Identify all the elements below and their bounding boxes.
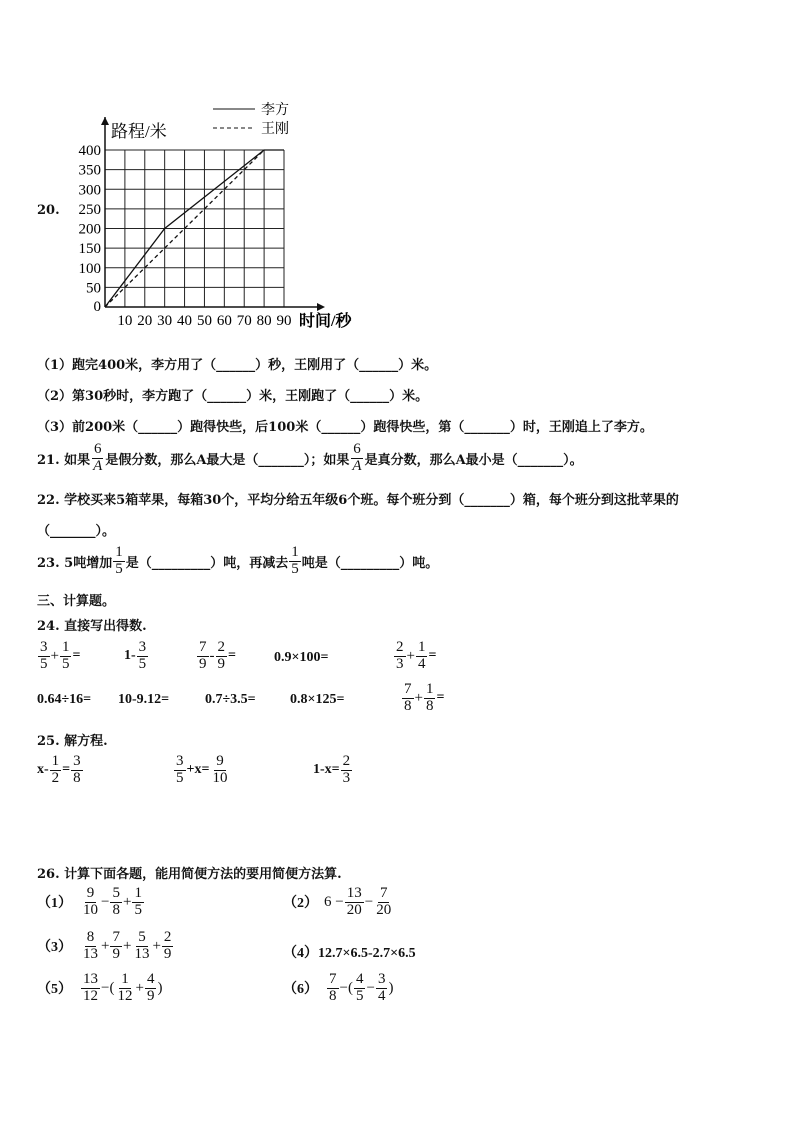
y-tick-label: 200 bbox=[78, 221, 101, 238]
x-tick-label: 90 bbox=[276, 313, 292, 329]
q26-title: 26. 计算下面各题，能用简便方法的要用简便方法算. bbox=[37, 867, 342, 882]
q23-mid: 是（_________）吨，再减去 bbox=[125, 555, 289, 571]
y-axis-label: 路程/米 bbox=[111, 122, 167, 141]
question-23 bbox=[37, 545, 438, 578]
y-tick-label: 350 bbox=[78, 162, 101, 179]
x-tick-label: 40 bbox=[177, 313, 193, 329]
q22-line-2: （_______）。 bbox=[37, 524, 116, 539]
x-tick-label: 30 bbox=[157, 313, 173, 329]
q25-title: 25. 解方程. bbox=[37, 734, 108, 749]
q26-problem-4: （4）12.7×6.5-2.7×6.5 bbox=[283, 946, 416, 961]
q21-fraction-1: 6 A bbox=[93, 441, 103, 474]
q25-equation-3: 1-x= $\frac{2}{3}$ bbox=[313, 753, 351, 786]
q20-sub-3: （3）前200米（______）跑得快些，后100米（______）跑得快些，第（_______）时，王刚追上了李方。 bbox=[37, 420, 653, 435]
q24-item-3: 7 9 - $\frac{2}{9}$ = bbox=[199, 639, 236, 672]
q24-title: 24. 直接写出得数. bbox=[37, 619, 147, 634]
q21-prefix: 21. 如果 bbox=[37, 452, 91, 468]
x-tick-label: 80 bbox=[256, 313, 272, 329]
x-tick-label: 20 bbox=[137, 313, 153, 329]
chart-axes bbox=[101, 117, 325, 311]
q21-mid: 是假分数，那么A最大是（_______）；如果 bbox=[105, 452, 350, 468]
y-tick-label: 300 bbox=[78, 182, 101, 199]
q20-sub-1: （1）跑完400米，李方用了（______）秒，王刚用了（______）米。 bbox=[37, 358, 438, 373]
q24-item-5: 2 3 + $\frac{1}{4}$ = bbox=[396, 639, 437, 672]
legend-li-label: 李方 bbox=[261, 103, 289, 118]
x-tick-label: 70 bbox=[236, 313, 252, 329]
q26-problem-2: （2） 6 − $\frac{13}{20}$ − $\frac{7}{20}$ bbox=[283, 885, 392, 918]
q26-problem-5: （5） 13 12 −( 1 12 + $\frac{4}{9}$ ) bbox=[37, 971, 163, 1004]
q23-fraction-1: 1 5 bbox=[115, 544, 123, 577]
x-axis-arrow bbox=[317, 303, 325, 311]
q26-problem-3: （3） 8 13 + $\frac{7}{9}$ + $\frac{5}{13}$ + $\frac{2}{9}$ bbox=[37, 929, 172, 962]
y-tick-label: 100 bbox=[78, 260, 101, 277]
q24-item-4: 0.9×100= bbox=[274, 650, 329, 665]
q24-item-10: 7 8 + $\frac{1}{8}$ = bbox=[404, 681, 445, 714]
x-axis-label: 时间/秒 bbox=[299, 313, 352, 330]
q24-item-6: 0.64÷16= bbox=[37, 692, 92, 707]
x-tick-labels bbox=[117, 313, 291, 329]
q22-line-1: 22. 学校买来5箱苹果，每箱30个，平均分给五年级6个班。每个班分到（_______）箱，每个班分到这批苹果的 bbox=[37, 493, 679, 508]
distance-time-chart bbox=[78, 95, 375, 335]
q23-prefix: 23. 5吨增加 bbox=[37, 555, 113, 571]
legend-wang-label: 王刚 bbox=[261, 122, 289, 137]
q20-sub-2: （2）第30秒时，李方跑了（______）米，王刚跑了（______）米。 bbox=[37, 389, 429, 404]
x-tick-label: 50 bbox=[196, 313, 212, 329]
y-tick-label: 50 bbox=[86, 280, 101, 297]
question-21 bbox=[37, 442, 583, 475]
q26-problem-1: （1） 9 10 − $\frac{5}{8}$ + $\frac{1}{5}$ bbox=[37, 885, 142, 918]
q24-item-9: 0.8×125= bbox=[290, 692, 345, 707]
q24-item-2: 1- 3 5 bbox=[124, 639, 147, 672]
x-tick-label: 10 bbox=[117, 313, 133, 329]
y-tick-labels bbox=[79, 143, 102, 315]
q21-end: 是真分数，那么A最小是（_______）。 bbox=[364, 452, 583, 468]
q25-equation-2: 3 5 +x= $\frac{9}{10}$ bbox=[176, 753, 228, 786]
y-tick-label: 0 bbox=[93, 299, 101, 315]
q23-fraction-2: 1 5 bbox=[291, 544, 299, 577]
y-axis-arrow bbox=[101, 117, 109, 125]
q26-problem-6: （6） 7 8 −( 4 5 − $\frac{3}{4}$ ) bbox=[283, 971, 394, 1004]
question-20-number: 20. bbox=[37, 203, 60, 218]
y-tick-label: 150 bbox=[78, 241, 101, 258]
chart-grid bbox=[105, 150, 284, 307]
q23-end: 吨是（_________）吨。 bbox=[301, 555, 439, 571]
y-tick-label: 250 bbox=[78, 201, 101, 218]
q25-equation-1: x- $\frac{1}{2}$ = $\frac{3}{8}$ bbox=[37, 753, 81, 786]
q24-item-1: 3 5 + $\frac{1}{5}$ = bbox=[40, 639, 81, 672]
q21-fraction-2: 6 A bbox=[352, 441, 362, 474]
q24-item-7: 10-9.12= bbox=[118, 692, 170, 707]
q24-item-8: 0.7÷3.5= bbox=[205, 692, 256, 707]
y-tick-label: 400 bbox=[78, 143, 101, 159]
section-3-heading: 三、计算题。 bbox=[37, 594, 116, 609]
x-tick-label: 60 bbox=[216, 313, 232, 329]
